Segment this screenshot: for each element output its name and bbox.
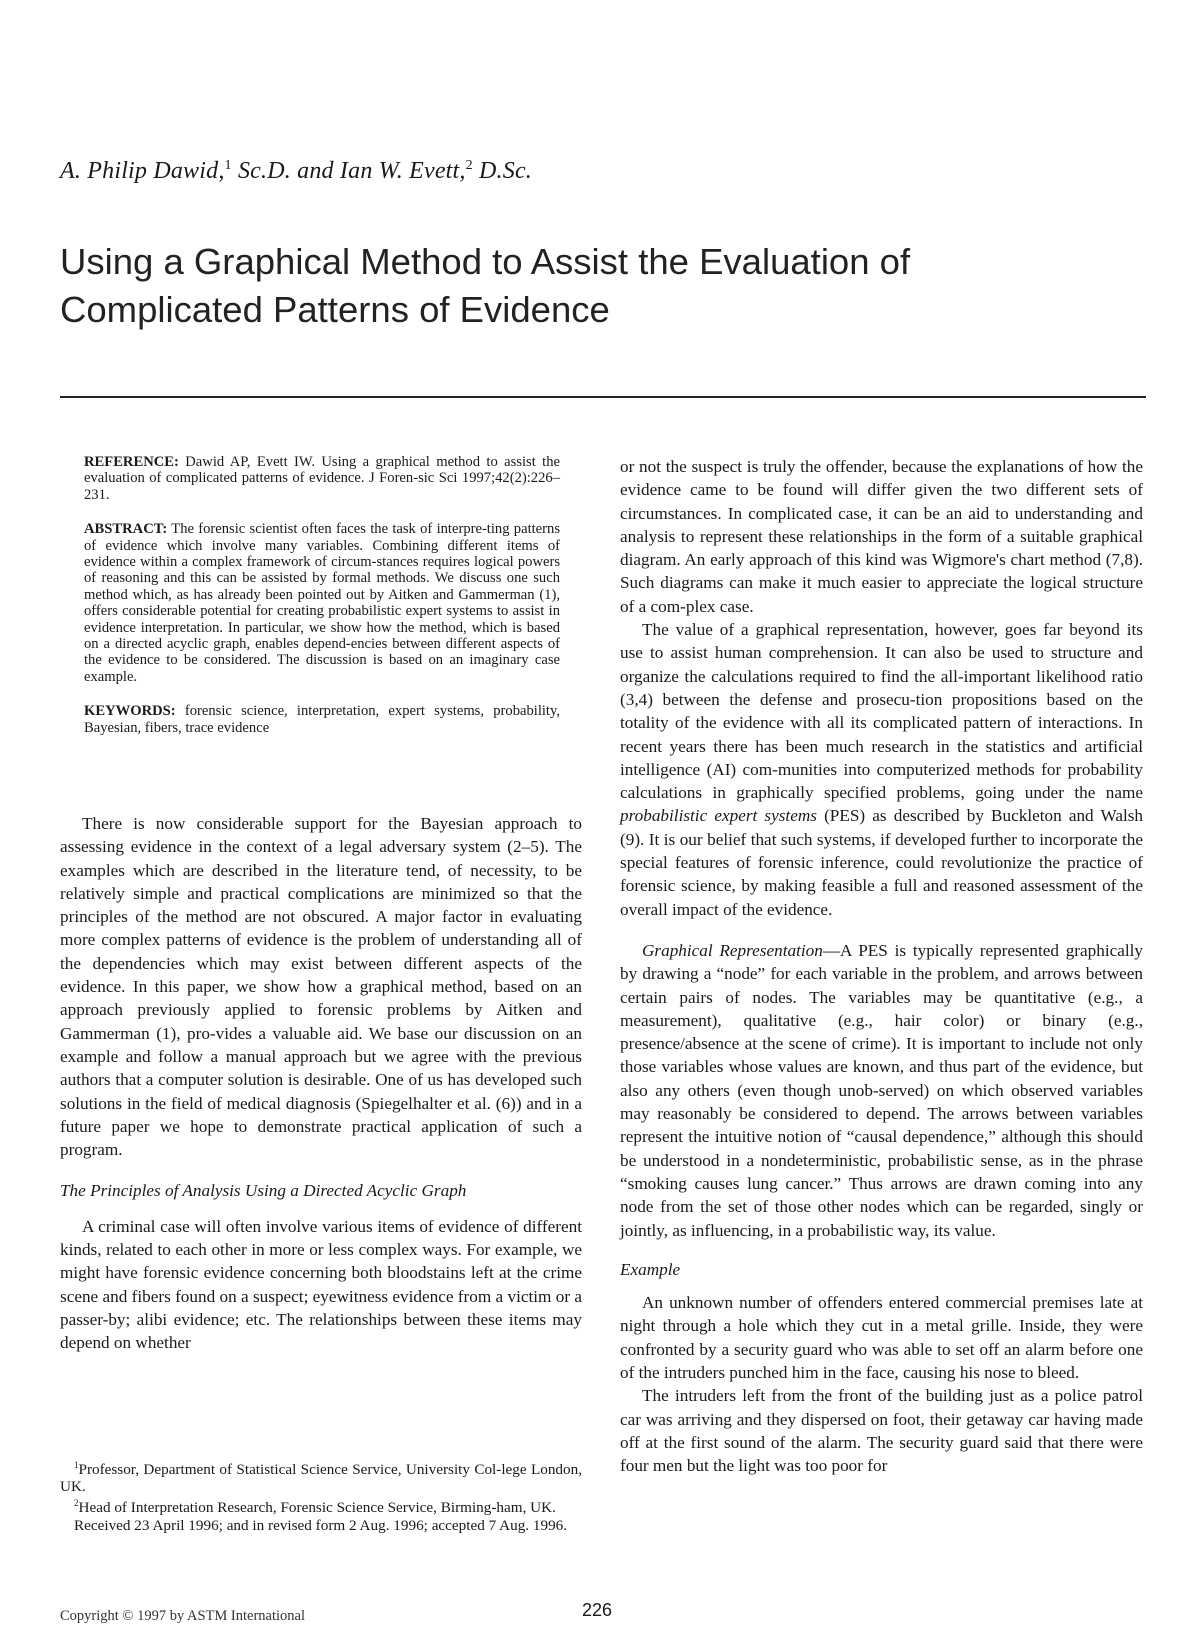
footnote-2-mark: 2	[74, 1498, 79, 1509]
title-line-2: Complicated Patterns of Evidence	[60, 289, 610, 330]
footnote-1-mark: 1	[74, 1460, 79, 1470]
right-paragraph-2	[620, 618, 1143, 921]
abstract-block	[84, 454, 560, 754]
footnote-1-text: Professor, Department of Statistical Science Service, University Col-lege London, UK.	[60, 1461, 582, 1496]
para2-text-b: (PES) as described by Buckleton and Walsh (9). It is our belief that such systems, if developed further to incorporate the special features of forensic inference, could revolutionize the practice of forensic science, by making feasible a full and reasoned assessment of the overall impact of the evidence.	[620, 806, 1144, 919]
reference-label: REFERENCE:	[84, 454, 179, 470]
principles-paragraph: A criminal case will often involve various items of evidence of different kinds, related to each other in more or less complex ways. For example, we might have forensic evidence concerning both bloodstains left at the crime scene and fibers found on a suspect; eyewitness evidence from a victim or a passer-by; alibi evidence; etc. The relationships between these items may depend on whether	[60, 1216, 582, 1353]
paper-title	[60, 238, 1140, 334]
para2-text-a: The value of a graphical representation, however, goes far beyond its use to assist human comprehension. It can also be used to structure and organize the calculations required to find the all-important likelihood ratio (3,4) between the defense and prosecu-tion propositions based on the totality of the evidence with all its complicated pattern of interactions. In recent years there has been much research in the statistics and artificial intelligence (AI) com-munities into computerized methods for probability calculations in graphically specified problems, going under the name	[620, 620, 1143, 803]
reference-para	[84, 454, 560, 503]
keywords-text: forensic science, interpretation, expert systems, probability, Bayesian, fibers, trace evidence	[84, 703, 560, 736]
copyright-notice: Copyright © 1997 by ASTM International	[60, 1608, 306, 1624]
right-paragraph-1: or not the suspect is truly the offender, because the explanations of how the evidence came to be found will differ given the two different sets of circumstances. In complicated case, it can be an aid to understanding and analysis to represent these relationships in the form of a suitable graphical diagram. An early approach of this kind was Wigmore's chart method (7,8). Such diagrams can make it much easier to appreciate the logical structure of a com-plex case.	[620, 457, 1143, 616]
abstract-text: The forensic scientist often faces the task of interpre-ting patterns of evidence which involve many variables. Combining different items of evidence within a complex framework of circum-stances requires logical powers of reasoning and this can be assisted by formal methods. We discuss one such method which, as has already been pointed out by Aitken and Gammerman (1), offers considerable potential for creating probabilistic expert systems to assist in evidence interpretation. In particular, we show how the method, which is based on a directed acyclic graph, enables depend-encies between different aspects of the evidence to be considered. The discussion is based on an imaginary case example.	[84, 521, 560, 685]
section-heading-example: Example	[620, 1259, 681, 1279]
graphical-representation-para	[620, 939, 1143, 1242]
abstract-label: ABSTRACT:	[84, 521, 168, 538]
footnote-2	[60, 1495, 582, 1516]
graphical-heading: Graphical Representation	[642, 940, 823, 960]
reference-text: Dawid AP, Evett IW. Using a graphical method to assist the evaluation of complicated patterns of evidence. J Foren-sic Sci 1997;42(2):226–231.	[84, 454, 560, 503]
pes-term: probabilistic expert systems	[620, 806, 817, 826]
title-divider	[60, 396, 1146, 398]
right-column	[620, 455, 1143, 1477]
author-line	[60, 158, 532, 185]
keywords-para	[84, 703, 560, 736]
intro-paragraph: There is now considerable support for the Bayesian approach to assessing evidence in the context of a legal adversary system (2–5). The examples which are described in the literature tend, of necessity, to be relatively simple and practical complications are minimized so that the principles of the method are not obscured. A major factor in evaluating more complex patterns of evidence is the problem of understanding all of the dependencies which may exist between different aspects of the evidence. In this paper, we show how a graphical method, based on an approach previously applied to forensic problems by Aitken and Gammerman (1), pro-vides a valuable aid. We base our discussion on an example and follow a manual approach but we agree with the previous authors that a computer solution is desirable. One of us has developed such solutions in the field of medical diagnosis (Spiegelhalter et al. (6)) and in a future paper we hope to demonstrate practical application of such a program.	[60, 814, 582, 1160]
footnote-2-text: Head of Interpretation Research, Forensic Science Service, Birming-ham, UK.	[78, 1499, 556, 1517]
left-column	[60, 812, 582, 1355]
footnote-1	[60, 1457, 582, 1495]
graphical-text: —A PES is typically represented graphically by drawing a “node” for each variable in the problem, and arrows between certain pairs of nodes. The variables may be quantitative (e.g., a measurement), qualitative (e.g., hair color) or binary (e.g., presence/absence at the scene of crime). It is important to include not only those variables whose values are known, and thus part of the evidence, but also any others (even though unob-served) on which observed variables may reasonably be considered to depend. The arrows between variables represent the intuitive notion of “causal dependence,” although this should be understood in a nondeterministic, probabilistic sense, as in the phrase “smoking causes lung cancer.” Thus arrows are drawn coming into any node from the set of those other nodes which can be regarded, singly or jointly, as influencing, in a probabilistic way, its value.	[620, 940, 1144, 1240]
author1-name: A. Philip Dawid,	[60, 158, 225, 184]
title-line-1: Using a Graphical Method to Assist the Evaluation of	[60, 241, 911, 282]
footnotes	[60, 1457, 582, 1534]
author2-sup: 2	[465, 158, 473, 173]
author-degrees: Sc.D. and Ian W. Evett,	[231, 158, 466, 184]
page-number: 226	[582, 1600, 613, 1620]
section-heading-principles: The Principles of Analysis Using a Directed Acyclic Graph	[60, 1181, 467, 1201]
abstract-para	[84, 521, 560, 685]
received-dates: Received 23 April 1996; and in revised form 2 Aug. 1996; accepted 7 Aug. 1996.	[74, 1516, 568, 1534]
author2-degree: D.Sc.	[472, 158, 533, 184]
example-paragraph-1: An unknown number of offenders entered commercial premises late at night through a hole which they cut in a metal grille. Inside, they were confronted by a security guard who was able to set off an alarm before one of the intruders punched him in the face, causing his nose to bleed.	[620, 1293, 1143, 1382]
example-paragraph-2: The intruders left from the front of the building just as a police patrol car was arriving and they dispersed on foot, their getaway car having made off at the first sound of the alarm. The security guard said that there were four men but the light was too poor for	[620, 1386, 1143, 1476]
author1-sup: 1	[224, 158, 232, 173]
keywords-label: KEYWORDS:	[84, 703, 176, 720]
